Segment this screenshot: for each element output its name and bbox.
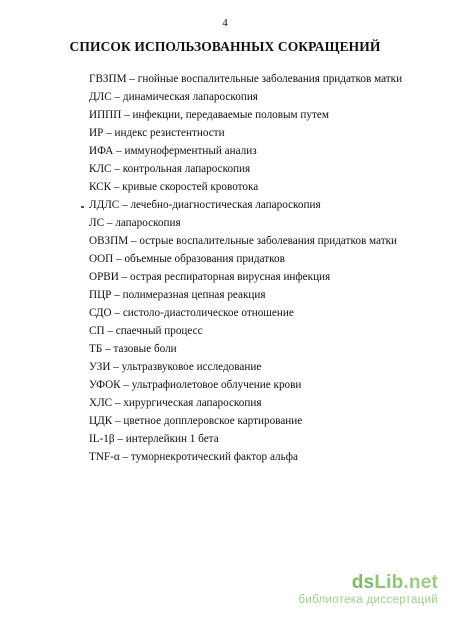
watermark[interactable] [298,573,438,607]
abbreviation-term: УФОК [89,379,121,391]
abbreviation-definition: спаечный процесс [115,325,203,337]
abbreviation-definition: хирургическая лапароскопия [123,397,262,409]
list-item [89,268,429,286]
scan-mark [81,206,84,208]
abbreviation-separator: – [121,109,133,121]
list-item [89,286,429,304]
abbreviation-separator: – [112,415,124,427]
list-item [89,70,429,88]
list-item [89,124,429,142]
abbreviation-definition: иммуноферментный анализ [124,145,257,157]
abbreviation-separator: – [128,235,140,247]
list-item [89,142,429,160]
abbreviation-separator: – [111,181,123,193]
abbreviation-separator: – [111,289,123,301]
list-item [89,232,429,250]
abbreviation-term: КСК [89,181,112,193]
abbreviation-definition: лапароскопия [115,217,181,229]
abbreviation-definition: индекс резистентности [114,127,225,139]
abbreviation-separator: – [120,379,132,391]
list-item [89,214,429,232]
abbreviation-separator: – [103,127,115,139]
watermark-logo-net: .net [403,572,438,593]
abbreviation-term: ПЦР [89,289,112,301]
abbreviation-term: ЛС [89,217,105,229]
abbreviation-term: ДЛС [89,91,112,103]
abbreviation-definition: интерлейкин 1 бета [125,433,219,445]
list-item [89,394,429,412]
abbreviation-definition: цветное допплеровское картирование [123,415,303,427]
watermark-subtitle: библиотека диссертаций [298,594,438,606]
abbreviation-definition: контрольная лапароскопия [122,163,251,175]
abbreviation-list [89,70,429,466]
abbreviation-separator: – [126,73,138,85]
abbreviation-term: ХЛС [89,397,113,409]
list-item [89,358,429,376]
list-item [89,196,429,214]
list-item [89,412,429,430]
abbreviation-definition: туморнекротический фактор альфа [130,451,298,463]
watermark-logo-ds: ds [351,572,375,593]
abbreviation-term: ЛДЛС [89,199,120,211]
abbreviation-separator: – [113,253,125,265]
list-item [89,322,429,340]
list-item [89,304,429,322]
abbreviation-term: ООП [89,253,114,265]
list-item [89,88,429,106]
abbreviation-term: ИППП [89,109,122,121]
list-item [89,430,429,448]
abbreviation-separator: – [113,145,125,157]
list-item [89,448,429,466]
abbreviation-definition: гнойные воспалительные заболевания придатков матки [137,73,403,85]
abbreviation-term: СП [89,325,105,337]
watermark-logo-lib: Lib [374,572,404,593]
abbreviation-term: ТБ [89,343,103,355]
abbreviation-definition: динамическая лапароскопия [122,91,258,103]
abbreviation-separator: – [119,199,131,211]
page-title: СПИСОК ИСПОЛЬЗОВАННЫХ СОКРАЩЕНИЙ [69,39,381,54]
abbreviation-separator: – [112,397,124,409]
list-item [89,250,429,268]
list-item [89,376,429,394]
abbreviation-definition: лечебно-диагностическая лапароскопия [130,199,321,211]
list-item [89,106,429,124]
abbreviation-term: ИФА [89,145,114,157]
watermark-logo[interactable] [298,573,438,593]
abbreviation-definition: объемные образования придатков [124,253,285,265]
page-number: 4 [222,17,228,29]
list-item [89,160,429,178]
abbreviation-separator: – [111,307,123,319]
abbreviation-term: TNF-α [89,451,120,463]
abbreviation-definition: ультразвуковое исследование [121,361,262,373]
abbreviation-definition: тазовые боли [113,343,177,355]
abbreviation-term: УЗИ [89,361,111,373]
abbreviation-term: КЛС [89,163,112,175]
abbreviation-separator: – [118,271,131,283]
abbreviation-separator: – [102,343,114,355]
abbreviation-separator: – [111,163,123,175]
abbreviation-definition: кривые скоростей кровотока [122,181,259,193]
abbreviation-separator: – [111,91,123,103]
abbreviation-definition: систоло-диастолическое отношение [122,307,294,319]
abbreviation-separator: – [110,361,122,373]
abbreviation-definition: ультрафиолетовое облучение крови [131,379,302,391]
abbreviation-separator: – [104,325,116,337]
abbreviation-term: IL-1β [89,433,115,445]
list-item [89,340,429,358]
abbreviation-definition: острая респираторная вирусная инфекция [130,271,331,283]
abbreviation-definition: инфекции, передаваемые половым путем [132,109,329,121]
abbreviation-separator: – [104,217,116,229]
abbreviation-term: ГВЗПМ [89,73,127,85]
abbreviation-term: ИР [89,127,104,139]
abbreviation-term: ОВЗПМ [89,235,129,247]
abbreviation-definition: полимеразная цепная реакция [122,289,266,301]
abbreviation-term: СДО [89,307,112,319]
abbreviation-separator: – [119,451,131,463]
abbreviation-definition: острые воспалительные заболевания придатков матки [139,235,398,247]
abbreviation-term: ЦДК [89,415,113,427]
abbreviation-term: ОРВИ [89,271,119,283]
abbreviation-separator: – [114,433,126,445]
list-item [89,178,429,196]
